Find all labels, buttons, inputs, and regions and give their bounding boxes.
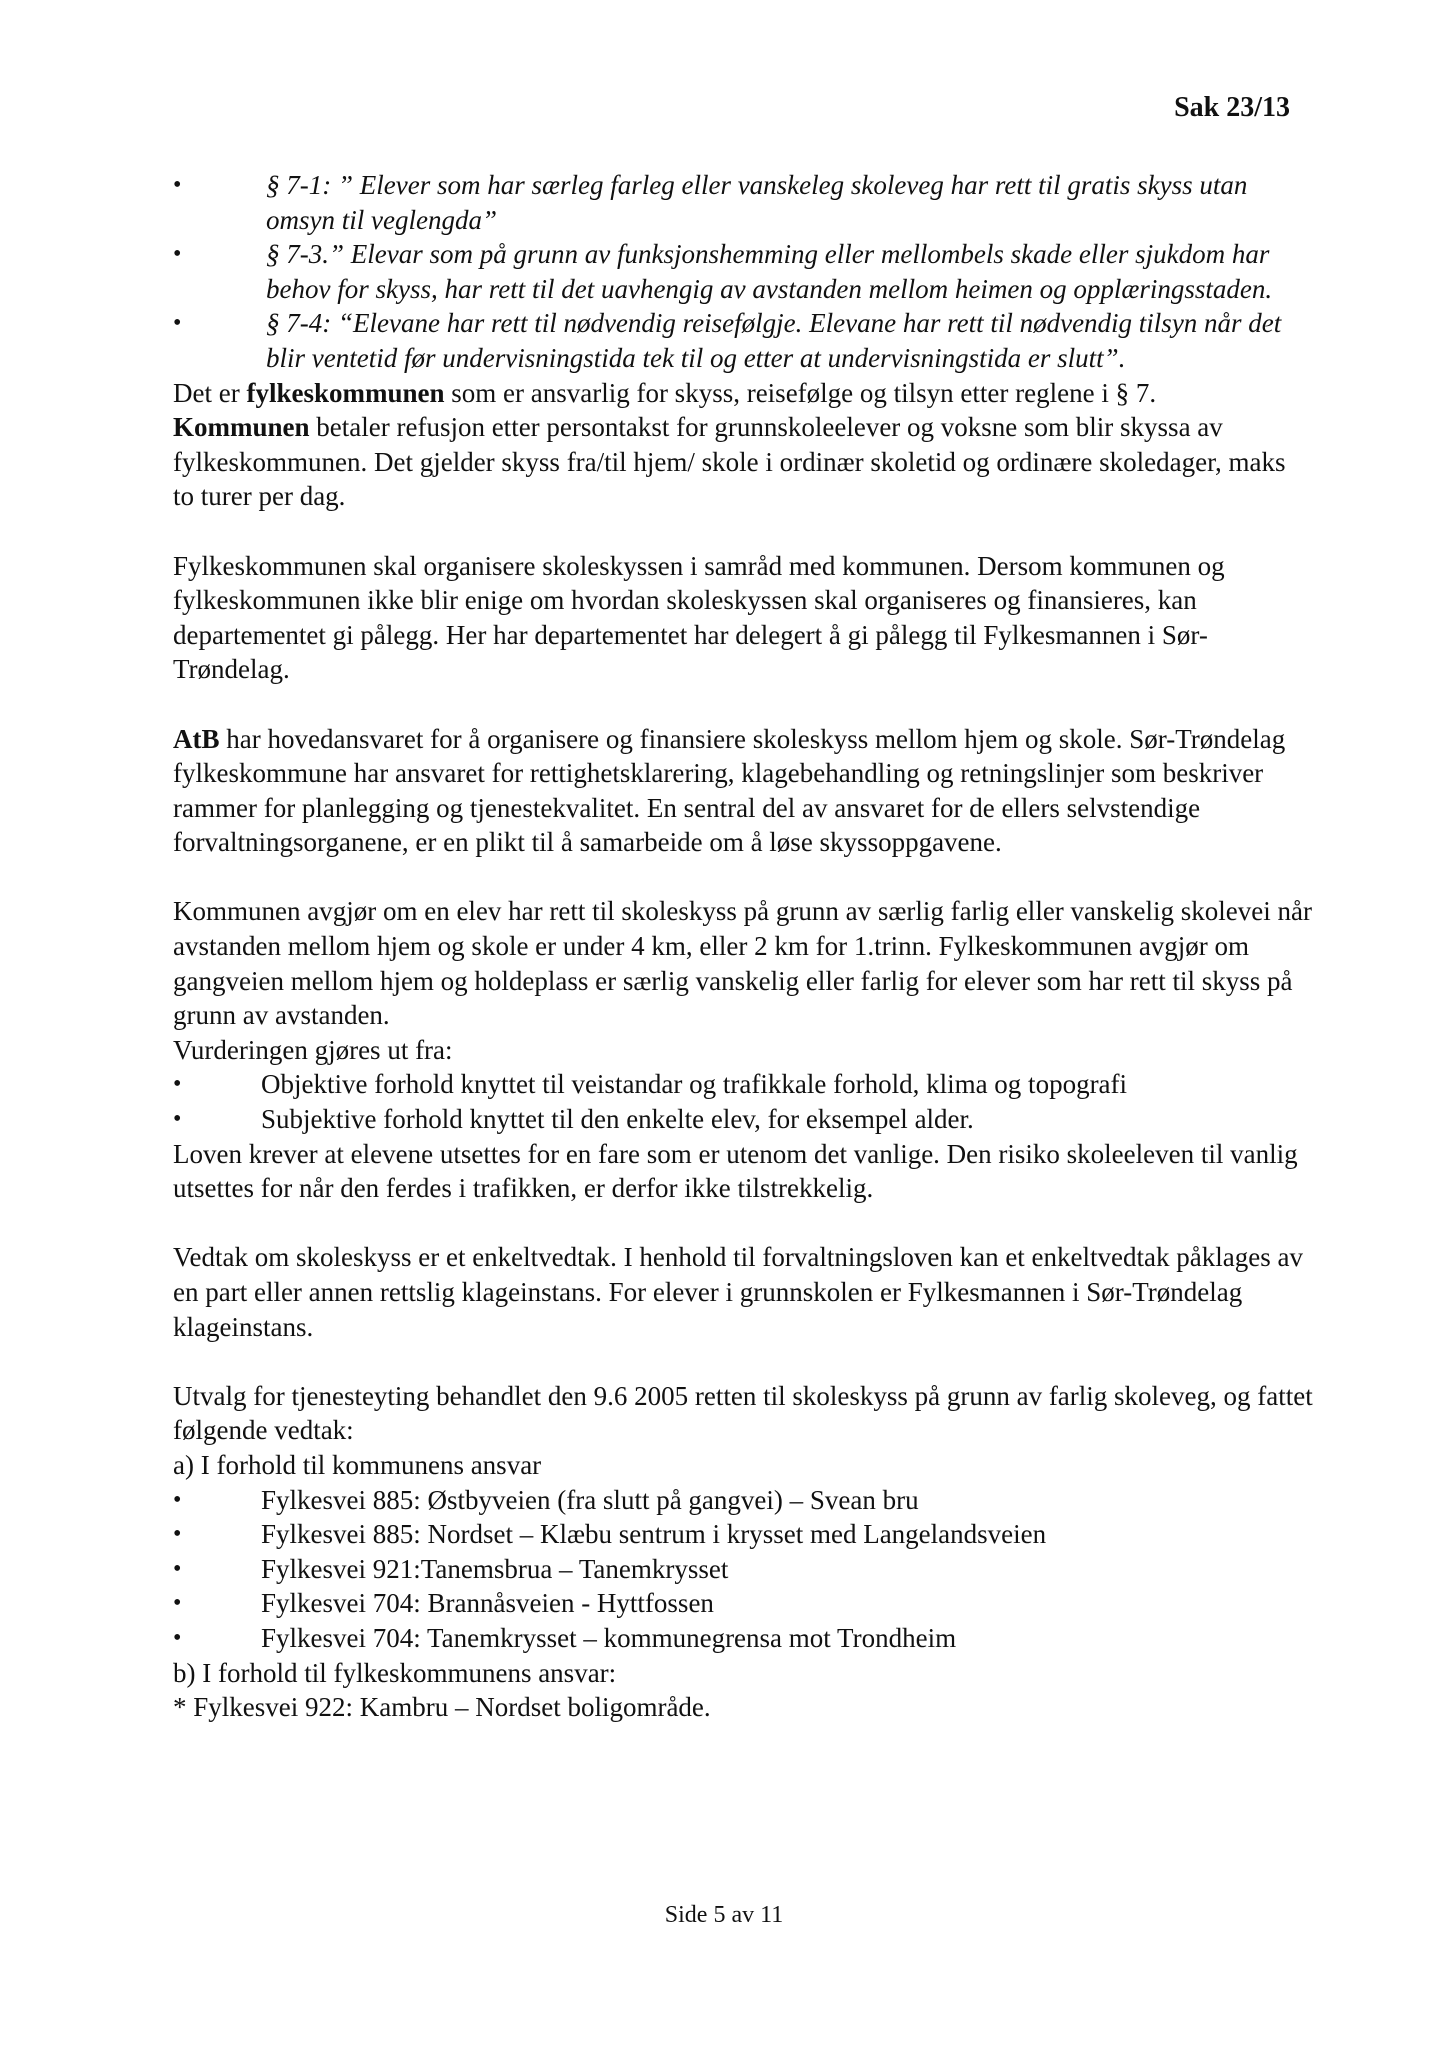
- bold-atb: AtB: [173, 723, 220, 754]
- road-list-a: [173, 1483, 1313, 1656]
- decision-paragraph: Kommunen avgjør om en elev har rett til skoleskyss på grunn av særlig farlig eller vanskelig skolevei når avstanden mellom hjem og skole er under 4 km, eller 2 km for 1.trinn. Fylkeskommunen avgjør om gangveien mellom hjem og holdeplass er særlig vanskelig eller farlig for elever som har rett til skyss på grunn av avstanden.: [173, 896, 1312, 1031]
- assessment-list: [173, 1067, 1313, 1136]
- organisation-paragraph: Fylkeskommunen skal organisere skoleskyssen i samråd med kommunen. Dersom kommunen og fylkeskommunen ikke blir enige om hvordan skoleskyssen skal organiseres og finansieres, kan departementet gi pålegg. Her har departementet har delegert å gi pålegg til Fylkesmannen i Sør-Trøndelag.: [173, 550, 1225, 685]
- road-item: • Fylkesvei 704: Brannåsveien - Hyttfossen: [173, 1586, 1313, 1621]
- responsibility-paragraph: Det er fylkeskommunen som er ansvarlig for skyss, reisefølge og tilsyn etter reglene i § 7. Kommunen betaler refusjon etter persontakst for grunnskoleelever og voksne som blir skyssa av fylkeskommunen. Det gjelder skyss fra/til hjem/ skole i ordinær skoletid og ordinære skoledager, maks to turer per dag.: [173, 377, 1286, 512]
- law-item-7-3: • § 7-3.” Elevar som på grunn av funksjonshemming eller mellombels skade eller sjukdom har behov for skyss, har rett til det uavhengig av avstanden mellom heimen og opplæringsstaden.: [173, 237, 1313, 306]
- committee-paragraph: Utvalg for tjenesteyting behandlet den 9.6 2005 retten til skoleskyss på grunn av farlig skoleveg, og fattet følgende vedtak:: [173, 1380, 1313, 1446]
- page-number: Side 5 av 11: [664, 1902, 784, 1928]
- road-item-b: * Fylkesvei 922: Kambru – Nordset boligområde.: [173, 1692, 711, 1723]
- appeal-paragraph: Vedtak om skoleskyss er et enkeltvedtak. I henhold til forvaltningsloven kan et enkeltvedtak påklages av en part eller annen rettslig klageinstans. For elever i grunnskolen er Fylkesmannen i Sør-Trøndelag klageinstans.: [173, 1242, 1303, 1342]
- risk-paragraph: Loven krever at elevene utsettes for en fare som er utenom det vanlige. Den risiko skoleeleven til vanlig utsettes for når den ferdes i trafikken, er derfor ikke tilstrekkelig.: [173, 1138, 1298, 1204]
- road-item: • Fylkesvei 885: Nordset – Klæbu sentrum i krysset med Langelandsveien: [173, 1517, 1313, 1552]
- road-item: • Fylkesvei 704: Tanemkrysset – kommunegrensa mot Trondheim: [173, 1621, 1313, 1656]
- assessment-item-subjective: • Subjektive forhold knyttet til den enkelte elev, for eksempel alder.: [173, 1102, 1313, 1137]
- law-item-7-4: • § 7-4: “Elevane har rett til nødvendig reisefølgje. Elevane har rett til nødvendig tilsyn når det blir ventetid før undervisningstida tek til og etter at undervisningstida er slutt”.: [173, 306, 1313, 375]
- law-item-7-1: • § 7-1: ” Elever som har særleg farleg eller vanskeleg skoleveg har rett til gratis skyss utan omsyn til veglengda”: [173, 168, 1313, 237]
- case-reference: Sak 23/13: [1174, 92, 1290, 123]
- section-b-heading: b) I forhold til fylkeskommunens ansvar:: [173, 1657, 617, 1688]
- assessment-intro: Vurderingen gjøres ut fra:: [173, 1034, 453, 1065]
- bold-kommunen: Kommunen: [173, 412, 310, 443]
- law-section-list: [173, 168, 1313, 376]
- road-item: • Fylkesvei 885: Østbyveien (fra slutt på gangvei) – Svean bru: [173, 1483, 1313, 1518]
- document-body: [173, 168, 1313, 1725]
- road-item: • Fylkesvei 921:Tanemsbrua – Tanemkrysset: [173, 1552, 1313, 1587]
- assessment-item-objective: • Objektive forhold knyttet til veistandar og trafikkale forhold, klima og topografi: [173, 1067, 1313, 1102]
- atb-paragraph: AtB har hovedansvaret for å organisere og finansiere skoleskyss mellom hjem og skole. Sør-Trøndelag fylkeskommune har ansvaret for rettighetsklarering, klagebehandling og retningslinjer som beskriver rammer for planlegging og tjenestekvalitet. En sentral del av ansvaret for de ellers selvstendige forvaltningsorganene, er en plikt til å samarbeide om å løse skyssoppgavene.: [173, 723, 1286, 858]
- bold-fylkeskommunen: fylkeskommunen: [246, 377, 445, 408]
- section-a-heading: a) I forhold til kommunens ansvar: [173, 1449, 542, 1480]
